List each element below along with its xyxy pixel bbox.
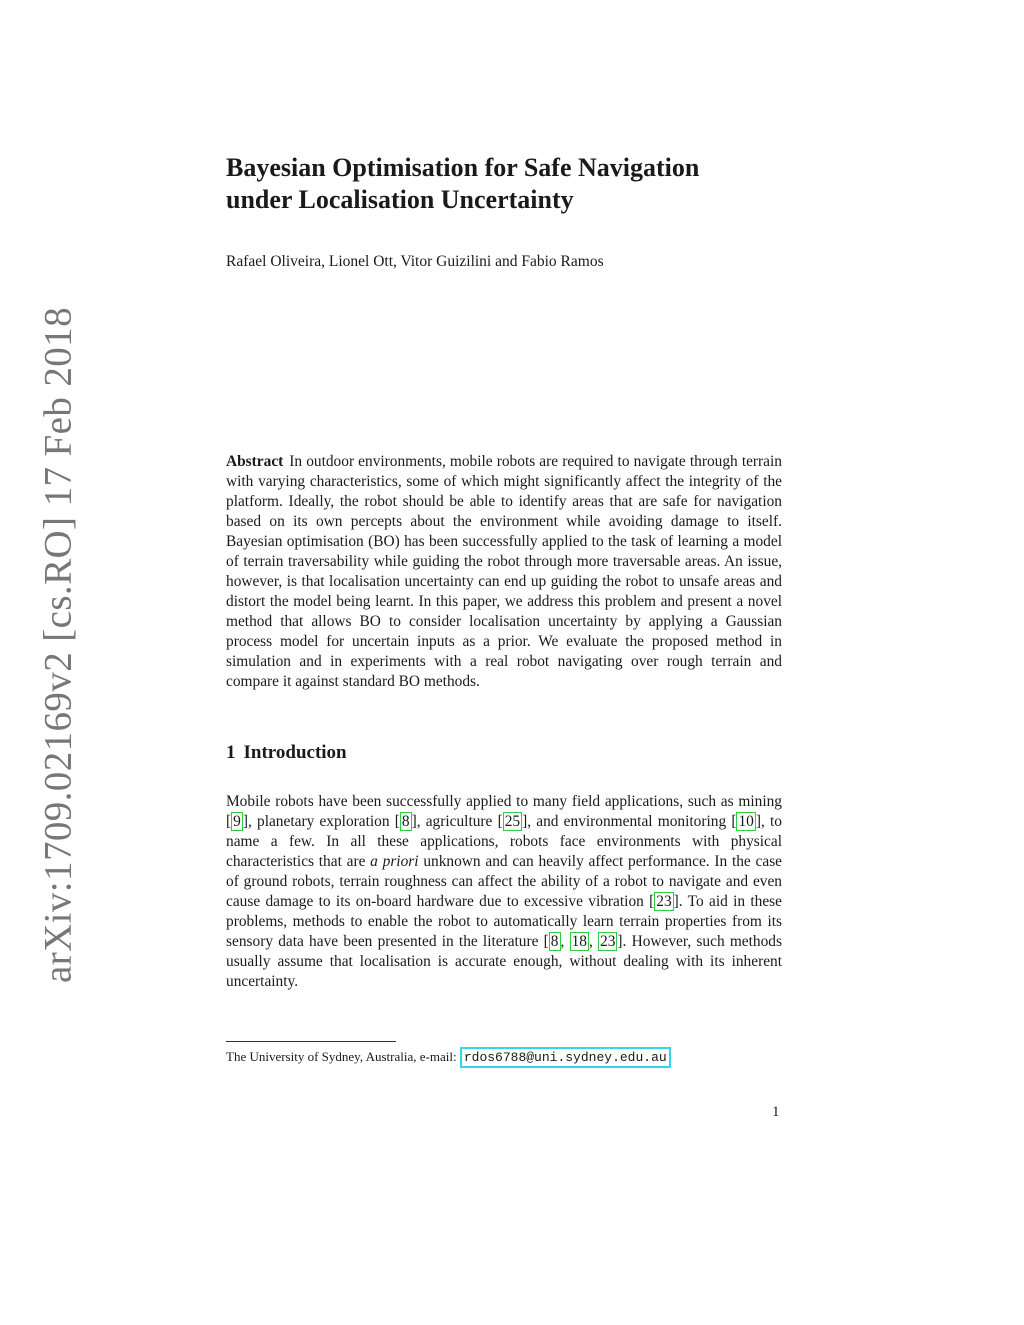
abstract-text: In outdoor environments, mobile robots are required to navigate through terrain with varying characteristics, some of which might significantly affect the integrity of the platform. Ideally, the robot should be able to identify areas that are safe for navigation based on its own percepts about the environment while avoiding damage to itself. Bayesian optimisation (BO) has been successfully applied to the task of learning a model of terrain traversability while guiding the robot through more traversable areas. An issue, however, is that localisation uncertainty can end up guiding the robot to unsafe areas and distort the model being learnt. In this paper, we address this problem and present a novel method that allows BO to consider localisation uncertainty by applying a Gaussian process model for uncertain inputs as a prior. We evaluate the proposed method in simulation and in experiments with a real robot navigating over rough terrain and compare it against standard BO methods. [226, 453, 782, 690]
intro-text: Mobile robots have been successfully applied to many field applications, such as mining [ [226, 793, 782, 830]
introduction-paragraph [226, 792, 782, 992]
citation-link[interactable]: 23 [600, 933, 616, 950]
citation-link[interactable]: 10 [738, 813, 754, 830]
intro-text: ], agriculture [ [411, 813, 503, 830]
section-title-text: Introduction [243, 742, 347, 763]
intro-text: ]. However, such methods usually assume that localisation is accurate enough, without dealing with its inherent uncertainty. [226, 933, 782, 990]
paper-title [226, 152, 782, 216]
intro-text: unknown and can heavily affect performance. In the case of ground robots, terrain roughness can affect the ability of a robot to navigate and even cause damage to its on-board hardware due to excessive vibration [ [226, 853, 783, 910]
citation-link[interactable]: 23 [656, 893, 672, 910]
intro-text: ], planetary exploration [ [242, 813, 400, 830]
intro-text: ], and environmental monitoring [ [522, 813, 737, 830]
citation-link[interactable]: 25 [504, 813, 521, 830]
section-number: 1 [226, 742, 236, 763]
abstract [226, 452, 782, 692]
citation-link[interactable]: 9 [233, 813, 241, 830]
arxiv-identifier: arXiv:1709.02169v2 [cs.RO] 17 Feb 2018 [36, 307, 80, 983]
page-number: 1 [772, 1104, 780, 1120]
citation-separator: , [588, 933, 599, 950]
footnote-text: The University of Sydney, Australia, e-mail: [226, 1049, 460, 1064]
email-link[interactable]: rdos6788@uni.sydney.edu.au [460, 1047, 671, 1068]
citation-link[interactable]: 8 [401, 813, 410, 830]
author-list: Rafael Oliveira, Lionel Ott, Vitor Guizilini and Fabio Ramos [226, 253, 604, 270]
title-line-2: under Localisation Uncertainty [226, 185, 574, 214]
title-line-1: Bayesian Optimisation for Safe Navigation [226, 153, 700, 182]
intro-emphasis: a priori [370, 853, 419, 870]
citation-link[interactable]: 8 [550, 933, 559, 950]
intro-text: ]. To aid in these problems, methods to enable the robot to automatically learn terrain properties from its sensory data have been presented in the literature [ [226, 893, 782, 950]
intro-text: ], to name a few. In all these applications, robots face environments with physical characteristics that are [226, 813, 782, 870]
citation-link[interactable]: 18 [571, 933, 587, 950]
section-heading [226, 742, 347, 764]
footnote [226, 1047, 671, 1068]
citation-separator: , [560, 933, 570, 950]
footnote-divider [226, 1041, 396, 1042]
abstract-label: Abstract [226, 453, 284, 470]
